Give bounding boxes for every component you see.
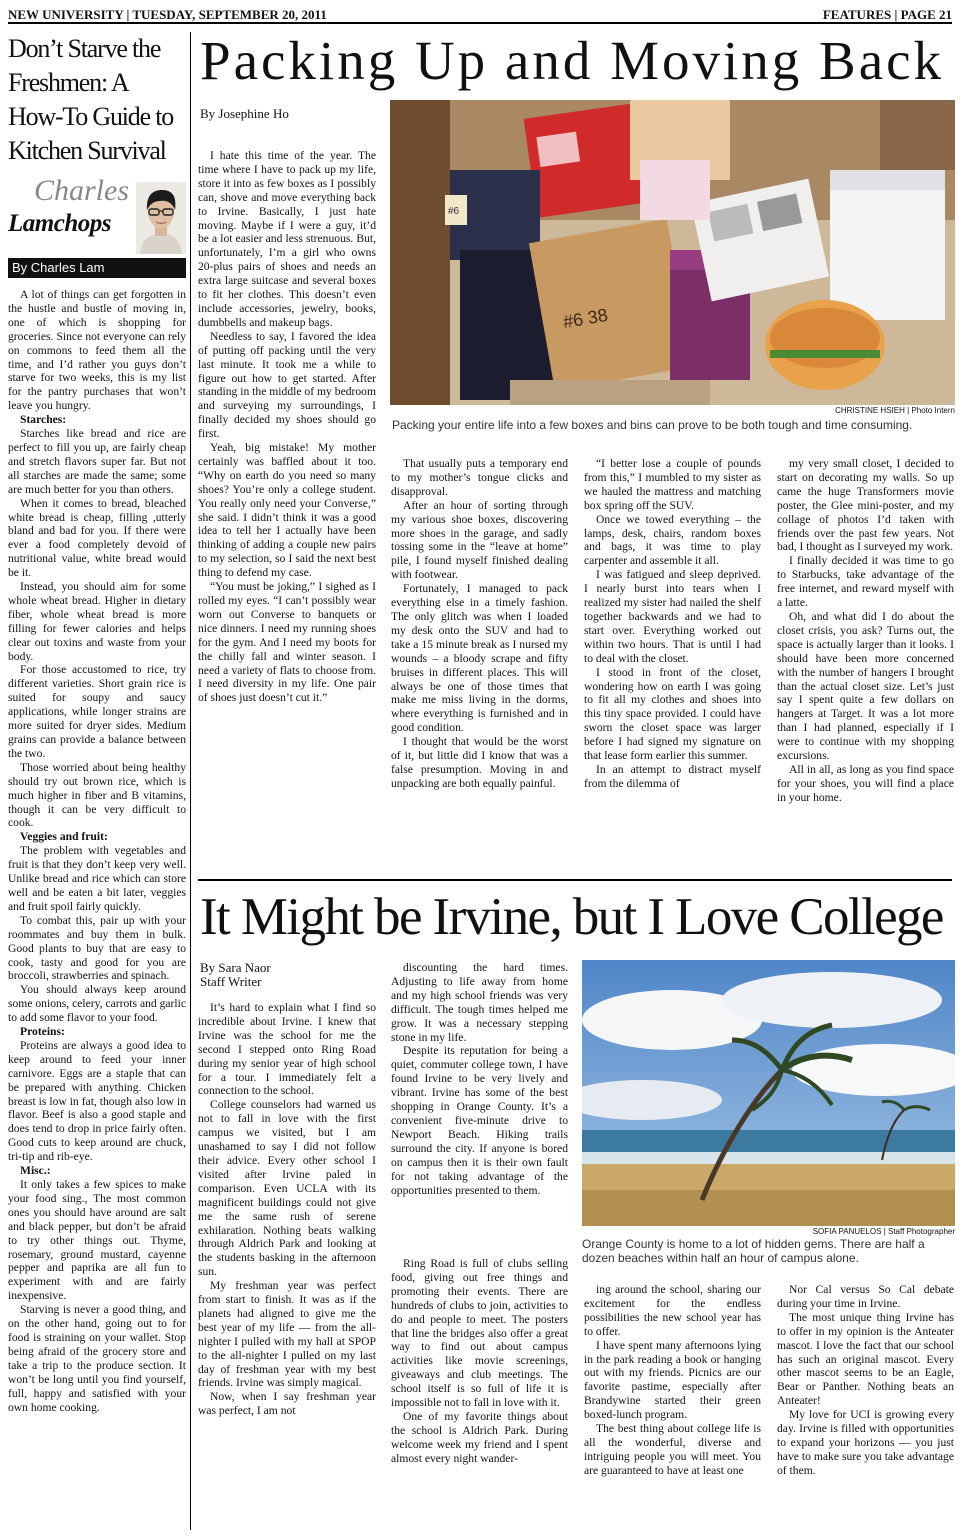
body-paragraph: Starving is never a good thing, and on the other hand, going out to for food is straining on your wallet. Stop being afraid of the grocery store and take a trip to the produce section. It won’t be long until you find yourself, full, happy and satisfied with your own home cooking. (8, 1303, 186, 1414)
sidebar-title: Don’t Starve the Freshmen: A How-To Guide to Kitchen Survival (8, 34, 174, 165)
article1-column-4 (777, 457, 954, 865)
body-paragraph: Those worried about being healthy should try out brown rice, which is much higher in fiber and B vitamins, though it can be very difficult to cook. (8, 760, 186, 830)
box-tag-label: #6 (448, 206, 460, 217)
article1-headline: Packing Up and Moving Back (200, 30, 945, 91)
body-paragraph: Once we towed everything – the lamps, desk, chairs, random boxes and bags, it was time to play carpenter and assemble it all. (584, 512, 761, 568)
body-paragraph: After an hour of sorting through my various shoe boxes, discovering more shoes in the garage, and sadly tossing some in the “leave at home” pile, I found myself finished dealing with footwear. (391, 498, 568, 582)
body-paragraph: I finally decided it was time to go to Starbucks, take advantage of the free internet, and reward myself with a latte. (777, 554, 954, 610)
beach-palm-photo (582, 960, 955, 1226)
body-paragraph: Ring Road is full of clubs selling food, giving out free things and promoting their events. There are hundreds of clubs to join, activities to do and people to meet. The posters that line the bridges also offer a great way to find out about campus activities like movie screenings, giveaways and club meetings. The school itself is so full of life it is impossible not to fall in love with it. (391, 1257, 568, 1410)
article1-caption: Packing your entire life into a few boxes and bins can prove to be both tough and time consuming. (392, 418, 913, 432)
body-paragraph: It’s hard to explain what I find so incredible about Irvine. I knew that Irvine was the school for me the second I stepped onto Ring Road during my senior year of high school for a tour. I immediately felt a connection to the school. (198, 1001, 376, 1098)
article1-byline: By Josephine Ho (200, 106, 289, 121)
sidebar-body (8, 288, 186, 1524)
section-subhead: Veggies and fruit: (20, 830, 108, 844)
sidebar-column (8, 32, 186, 1532)
article1-column-3 (584, 457, 761, 865)
body-paragraph: When it comes to bread, bleached white bread is cheap, filling ,utterly bland and bad for you. If there were ever a food completely devoid of nutritional value, white bread would be it. (8, 496, 186, 580)
article2-column-2-continued (391, 1257, 568, 1529)
body-paragraph: The best thing about college life is all the wonderful, diverse and intriguing people you will meet. You are guaranteed to have at least one (584, 1422, 761, 1477)
body-paragraph: I was fatigued and sleep deprived. I nearly burst into tears when I realized my sister had nailed the shelf together backwards and we had to start over. Everything worked out within two hours. That is until I had to deal with the closet. (584, 568, 761, 665)
body-paragraph: I thought that would be the worst of it, but little did I know that was a false presumption. Moving in and unpacking are both equally painful. (391, 735, 568, 790)
masthead-section: FEATURES | PAGE 21 (822, 7, 952, 22)
body-paragraph: Now, when I say freshman year was perfect, I am not (198, 1390, 376, 1418)
body-paragraph: “You must be joking,” I sighed as I rolled my eyes. “I can’t possibly wear worn out Converse to banquets or nice dinners. I need my running shoes for the gym. And I need my boots for the chilly fall and winter season. I need a variety of flats to choose from. I need diversity in my life. One pair of shoes just doesn’t cut it.” (198, 580, 376, 705)
body-paragraph: “I better lose a couple of pounds from this,” I mumbled to my sister as we hauled the mattress and matching box spring off the SUV. (584, 457, 761, 512)
column-name-first: Charles (34, 174, 130, 207)
section-subhead: Proteins: (20, 1025, 65, 1039)
section-subhead: Starches: (20, 413, 67, 427)
body-paragraph: One of my favorite things about the school is Aldrich Park. During welcome week my friend and I spent almost every night wander- (391, 1409, 568, 1465)
column-name-last: Lamchops (8, 210, 111, 237)
body-paragraph: Oh, and what did I do about the closet crisis, you ask? Turns out, the space is actually larger than it looks. I should have been more concerned with the number of hangers I brought than the actual closet size. Let’s just say I spent quite a few dollars on hangers at Target. It was a lot more than I had planned, especially if I were to continue with my shopping excursions. (777, 609, 954, 763)
sidebar-byline: By Charles Lam (8, 258, 186, 278)
body-paragraph: The problem with vegetables and fruit is that they don’t keep very well. Unlike bread and rice which can store well and be eaten a bit later, veggies and fruit spoil fairly quickly. (8, 844, 186, 913)
article1-photo-credit: CHRISTINE HSIEH | Photo Intern (835, 406, 955, 415)
body-paragraph: My love for UCI is growing every day. Irvine is filled with opportunities to expand your horizons — you just have to make sure you take advantage of them. (777, 1408, 954, 1477)
article2-byline (200, 961, 271, 989)
article2-column-1 (198, 1001, 376, 1529)
column-divider (190, 32, 191, 1530)
body-paragraph: For those accustomed to rice, try different varieties. Short grain rice is suited for soupy and saucy applications, while longer strains are more suited for dryer sides. Medium grains can provide a balance between the two. (8, 663, 186, 760)
body-paragraph: In an attempt to distract myself from the dilemma of (584, 762, 761, 790)
article-divider (198, 879, 952, 881)
box-number-label: #6 38 (561, 304, 610, 333)
body-paragraph: Needless to say, I favored the idea of putting off packing until the very last minute. It took me a while to figure out how to get started. After standing in the middle of my bedroom and surveying my surroundings, I finally decided my shoes should go first. (198, 329, 376, 441)
body-paragraph: I hate this time of the year. The time where I have to pack up my life, store it into as few boxes as I possibly can, shove and move everything back to Irvine. Basically, I just hate moving. Maybe if I were a guy, it’d be a lot easier and less strenuous. But, unfortunately, I’m a girl who owns 20-plus pairs of shoes and needs an extra large suitcase and several boxes to fit her clothes. This doesn’t even include accessories, jewelry, books, dumbbells and makeup bags. (198, 149, 376, 329)
article1-column-2 (391, 457, 568, 865)
body-paragraph: Yeah, big mistake! My mother certainly was baffled about it too. “Why on earth do you need so many shoes? You’re only a college student. You really only need your Converse,” she said. I didn’t think it was a good idea to tell her I actually have been thinking of adding a couple new pairs to my selection, so I said the next best thing to defend my case. (198, 441, 376, 580)
body-paragraph: My freshman year was perfect from start to finish. It was as if the planets had aligned to give me the best year of my life — from the all-nighter I pulled with my hall at SPOP to the all-nighter I pulled on my last day of freshman year with my best friends. Irvine was simply magical. (198, 1279, 376, 1390)
columnist-headshot (136, 182, 186, 254)
body-paragraph: I stood in front of the closet, wondering how on earth I was going to fit all my clothes and shoes into this tiny space provided. I could have sworn the closet space was larger before I had signed my signature on that lease form earlier this summer. (584, 665, 761, 763)
body-paragraph: It only takes a few spices to make your food sing., The most common ones you should have around are salt and black pepper, but don’t be afraid to try other things out. Thyme, rosemary, ground mustard, cayenne pepper and paprika are all fun to experiment with and are fairly inexpensive. (8, 1178, 186, 1303)
body-paragraph: You should always keep around some onions, celery, carrots and garlic to add some flavor to your food. (8, 983, 186, 1025)
body-paragraph: A lot of things can get forgotten in the hustle and bustle of moving in, one of which is shopping for groceries. Since not everyone can rely on commons to feed them all the time, and I’d rather you guys don’t starve for two weeks, this is my list for the pantry purchases that won’t leave you hungry. (8, 288, 186, 413)
article2-author: By Sara Naor (200, 960, 271, 975)
body-paragraph: my very small closet, I decided to start on decorating my walls. So up came the huge Transformers movie poster, the Glee mini-poster, and my collage of photos I’d taken with friends over the past few years. Not bad, I thought as I surveyed my work. (777, 457, 954, 554)
body-paragraph: College counselors had warned us not to fall in love with the first campus we visited, but I am unashamed to say I did not follow their advice. Every other school I visited after Irvine paled in comparison. Even UCLA with its magnificent buildings could not give me the same rush of serene exhilaration. Nothing beats walking through Aldrich Park and looking at the students basking in the afternoon sun. (198, 1098, 376, 1279)
article2-headline: It Might be Irvine, but I Love College (200, 888, 943, 946)
body-paragraph: I have spent many afternoons lying in the park reading a book or hanging out with my friends. Picnics are our favorite pastime, especially after Brandywine started their green boxed-lunch program. (584, 1338, 761, 1422)
masthead-date: NEW UNIVERSITY | TUESDAY, SEPTEMBER 20, 2011 (8, 7, 327, 22)
article2-caption: Orange County is home to a lot of hidden gems. There are half a dozen beaches within half an hour of campus alone. (582, 1237, 925, 1265)
article2-author-role: Staff Writer (200, 974, 262, 989)
body-paragraph: Instead, you should aim for some whole wheat bread. Higher in dietary fiber, whole wheat bread is more filling for fewer calories and helps clear out toxins and waste from your body. (8, 580, 186, 663)
body-paragraph: Starches like bread and rice are perfect to fill you up, are fairly cheap and stretch flavors super far. But not all starches are made the same; some are much better for you than others. (8, 427, 186, 496)
body-paragraph: The most unique thing Irvine has to offer in my opinion is the Anteater mascot. I love the fact that our school has such an original mascot. Every other mascot seems to be an Eagle, Bear or Panther. Nothing beats an Anteater! (777, 1310, 954, 1408)
body-paragraph: Nor Cal versus So Cal debate during your time in Irvine. (777, 1283, 954, 1310)
masthead (8, 4, 952, 24)
body-paragraph: discounting the hard times. Adjusting to life away from home and my high school friends was very difficult. The tough times helped me grow. It was a necessary stepping stone in my life. (391, 961, 568, 1044)
article2-photo-credit: SOFIA PANUELOS | Staff Photographer (812, 1227, 955, 1236)
body-paragraph: Despite its reputation for being a quiet, commuter college town, I have found Irvine to be very lively and vibrant. Irvine has some of the best shopping in Orange County. It’s a convenient five-minute drive to Newport Beach. Hiking trails surround the city. If anyone is bored on campus then it is their own fault for not taking advantage of the opportunities presented to them. (391, 1044, 568, 1197)
body-paragraph: Fortunately, I managed to pack everything else in a timely fashion. The only glitch was when I loaded my desk onto the SUV and had to take a 15 minute break as I nursed my wounds – a bloody scrape and fifty bruises in different places. This will always be one of those times that make me miss living in the dorms, where everything is furnished and in good condition. (391, 582, 568, 735)
article1-column-1 (198, 149, 376, 864)
article2-column-4 (777, 1283, 954, 1529)
body-paragraph: ing around the school, sharing our excitement for the endless possibilities the new school year has to offer. (584, 1283, 761, 1338)
article2-column-2 (391, 961, 568, 1257)
body-paragraph: Proteins are always a good idea to keep around to feed your inner carnivore. Eggs are a staple that can be prepared with anything. Chicken breast is low in fat, though also low in flavor. Beef is also a good staple and does tend to drop in price fairly often. Good cuts to keep around are chuck, tri-tip and rib-eye. (8, 1038, 186, 1164)
moving-boxes-photo (390, 100, 955, 405)
body-paragraph: That usually puts a temporary end to my mother’s tongue clicks and disapproval. (391, 457, 568, 498)
body-paragraph: All in all, as long as you find space for your shoes, you will find a place in your home. (777, 762, 954, 804)
body-paragraph: To combat this, pair up with your roommates and buy them in bulk. Good plants to buy that are easy to cook, tasty and good for you are broccoli, strawberries and spinach. (8, 913, 186, 983)
article2-column-3 (584, 1283, 761, 1529)
section-subhead: Misc.: (20, 1164, 51, 1178)
